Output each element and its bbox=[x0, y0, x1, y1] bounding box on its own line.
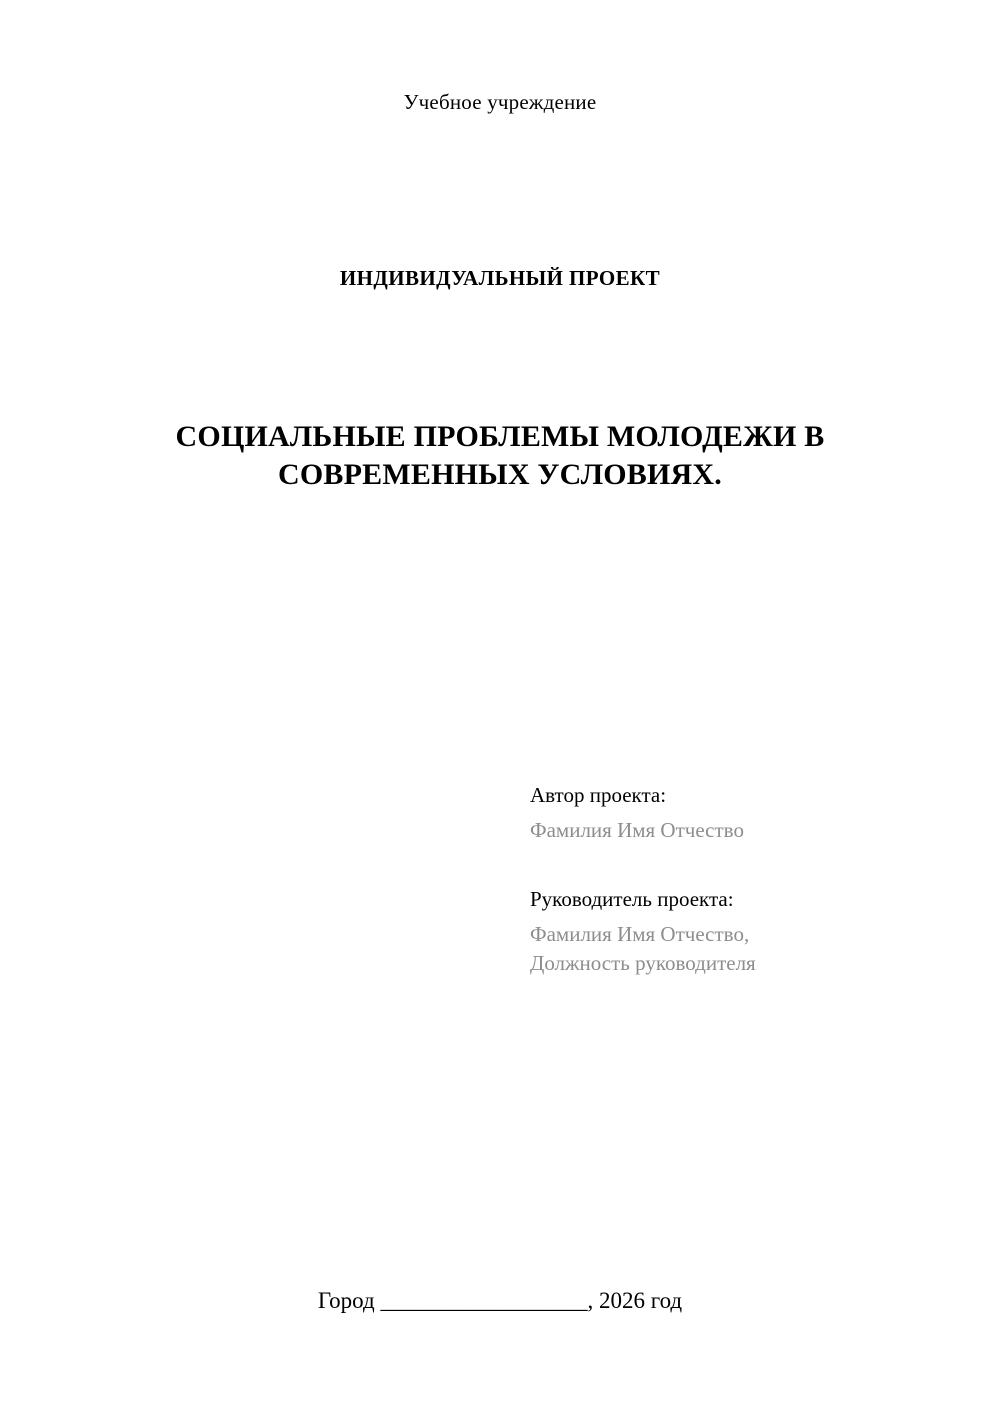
supervisor-label: Руководитель проекта: bbox=[530, 887, 734, 911]
author-label: Автор проекта: bbox=[530, 783, 667, 807]
institution-name: Учебное учреждение bbox=[403, 90, 597, 114]
page-title: СОЦИАЛЬНЫЕ ПРОБЛЕМЫ МОЛОДЕЖИ В СОВРЕМЕННЫХ УСЛОВИЯХ. bbox=[175, 420, 825, 492]
credits-block bbox=[530, 785, 950, 982]
city-year-footer: Город __________________, 2026 год bbox=[317, 1288, 683, 1313]
document-type: ИНДИВИДУАЛЬНЫЙ ПРОЕКТ bbox=[339, 266, 661, 290]
supervisor-value-position: Должность руководителя bbox=[530, 951, 756, 975]
author-value: Фамилия Имя Отчество bbox=[530, 818, 744, 842]
supervisor-value-name: Фамилия Имя Отчество, bbox=[530, 922, 750, 946]
credits-spacer bbox=[530, 849, 950, 889]
